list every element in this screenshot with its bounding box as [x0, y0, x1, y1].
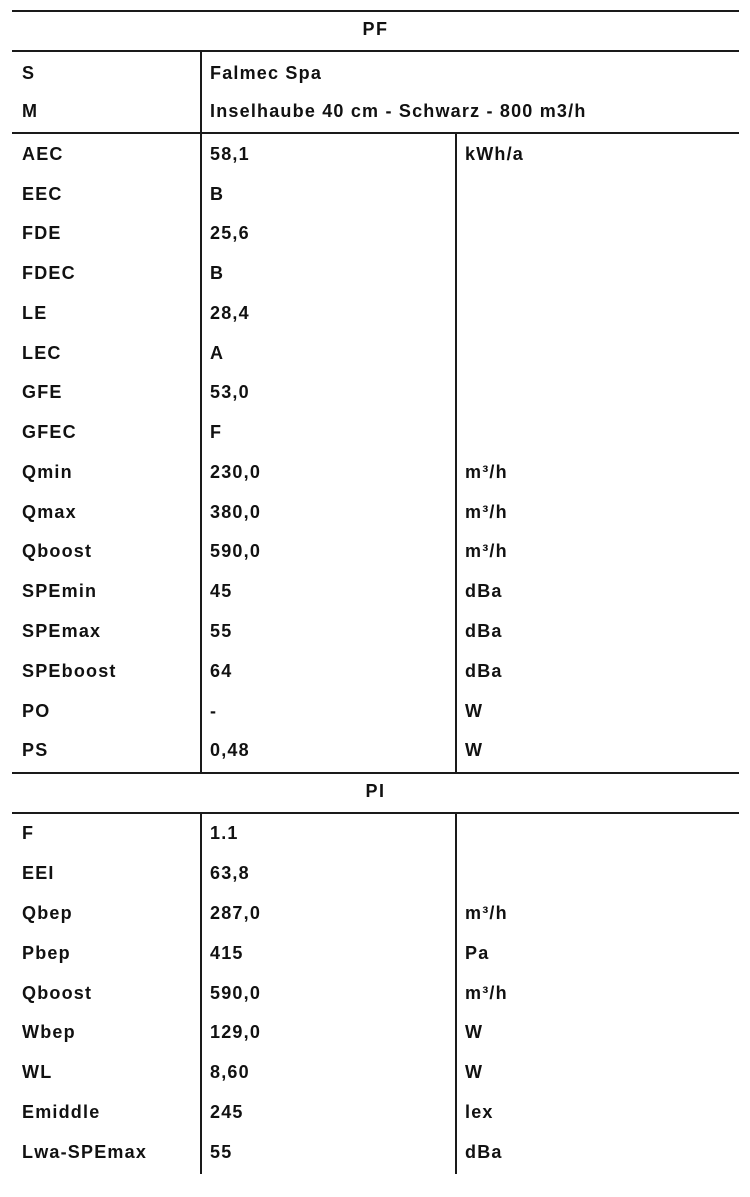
row-value: A: [210, 343, 225, 363]
row-key: Pbep: [22, 943, 71, 963]
row-key: Qboost: [22, 541, 93, 561]
row-value: 590,0: [210, 983, 262, 1003]
row-key: F: [22, 823, 35, 843]
row-key: Qmax: [22, 502, 77, 522]
divider: [12, 772, 739, 774]
row-value: 1.1: [210, 823, 239, 843]
row-unit: m³/h: [465, 903, 508, 923]
divider: [12, 132, 739, 134]
row-key: EEC: [22, 184, 63, 204]
row-value: B: [210, 184, 225, 204]
row-key: WL: [22, 1062, 53, 1082]
row-value: F: [210, 422, 223, 442]
row-unit: dBa: [465, 621, 503, 641]
column-divider: [455, 132, 457, 772]
row-value: 230,0: [210, 462, 262, 482]
row-unit: dBa: [465, 661, 503, 681]
row-value: 55: [210, 1142, 233, 1162]
row-value: 245: [210, 1102, 244, 1122]
divider: [12, 812, 739, 814]
row-value: 53,0: [210, 382, 250, 402]
row-value: 0,48: [210, 740, 250, 760]
row-value: B: [210, 263, 225, 283]
row-value: 590,0: [210, 541, 262, 561]
row-unit: m³/h: [465, 502, 508, 522]
row-value: 64: [210, 661, 233, 681]
row-key: Lwa-SPEmax: [22, 1142, 148, 1162]
row-key: PS: [22, 740, 49, 760]
row-unit: W: [465, 1022, 484, 1042]
row-unit: W: [465, 740, 484, 760]
row-unit: m³/h: [465, 983, 508, 1003]
row-key: FDE: [22, 223, 62, 243]
column-divider: [200, 814, 202, 1174]
row-key: SPEmin: [22, 581, 98, 601]
divider: [12, 50, 739, 52]
row-value: 63,8: [210, 863, 250, 883]
row-value: 129,0: [210, 1022, 262, 1042]
row-value: 380,0: [210, 502, 262, 522]
row-unit: lex: [465, 1102, 494, 1122]
row-value: 25,6: [210, 223, 250, 243]
row-key: EEI: [22, 863, 55, 883]
meta-value-supplier: Falmec Spa: [210, 63, 323, 83]
row-key: SPEboost: [22, 661, 117, 681]
meta-key-supplier: S: [22, 63, 36, 83]
row-value: 28,4: [210, 303, 250, 323]
row-unit: W: [465, 701, 484, 721]
row-key: Qboost: [22, 983, 93, 1003]
column-divider: [455, 814, 457, 1174]
row-key: PO: [22, 701, 51, 721]
column-divider: [200, 52, 202, 772]
section-title-pi: PI: [365, 781, 386, 801]
row-key: FDEC: [22, 263, 76, 283]
row-unit: Pa: [465, 943, 490, 963]
section-title-pf: PF: [362, 19, 389, 39]
row-key: GFEC: [22, 422, 77, 442]
row-value: 55: [210, 621, 233, 641]
row-key: LE: [22, 303, 48, 323]
row-value: 45: [210, 581, 233, 601]
row-key: AEC: [22, 144, 64, 164]
row-unit: W: [465, 1062, 484, 1082]
row-unit: kWh/a: [465, 144, 525, 164]
divider: [12, 10, 739, 12]
row-key: Wbep: [22, 1022, 76, 1042]
row-unit: dBa: [465, 1142, 503, 1162]
row-unit: m³/h: [465, 462, 508, 482]
row-key: SPEmax: [22, 621, 102, 641]
row-key: LEC: [22, 343, 62, 363]
row-key: Qmin: [22, 462, 73, 482]
meta-key-model: M: [22, 101, 39, 121]
row-key: Emiddle: [22, 1102, 101, 1122]
row-value: 415: [210, 943, 244, 963]
row-unit: dBa: [465, 581, 503, 601]
meta-value-model: Inselhaube 40 cm - Schwarz - 800 m3/h: [210, 101, 587, 121]
row-value: -: [210, 701, 218, 721]
row-value: 8,60: [210, 1062, 250, 1082]
row-key: Qbep: [22, 903, 73, 923]
row-key: GFE: [22, 382, 63, 402]
row-value: 58,1: [210, 144, 250, 164]
row-value: 287,0: [210, 903, 262, 923]
row-unit: m³/h: [465, 541, 508, 561]
